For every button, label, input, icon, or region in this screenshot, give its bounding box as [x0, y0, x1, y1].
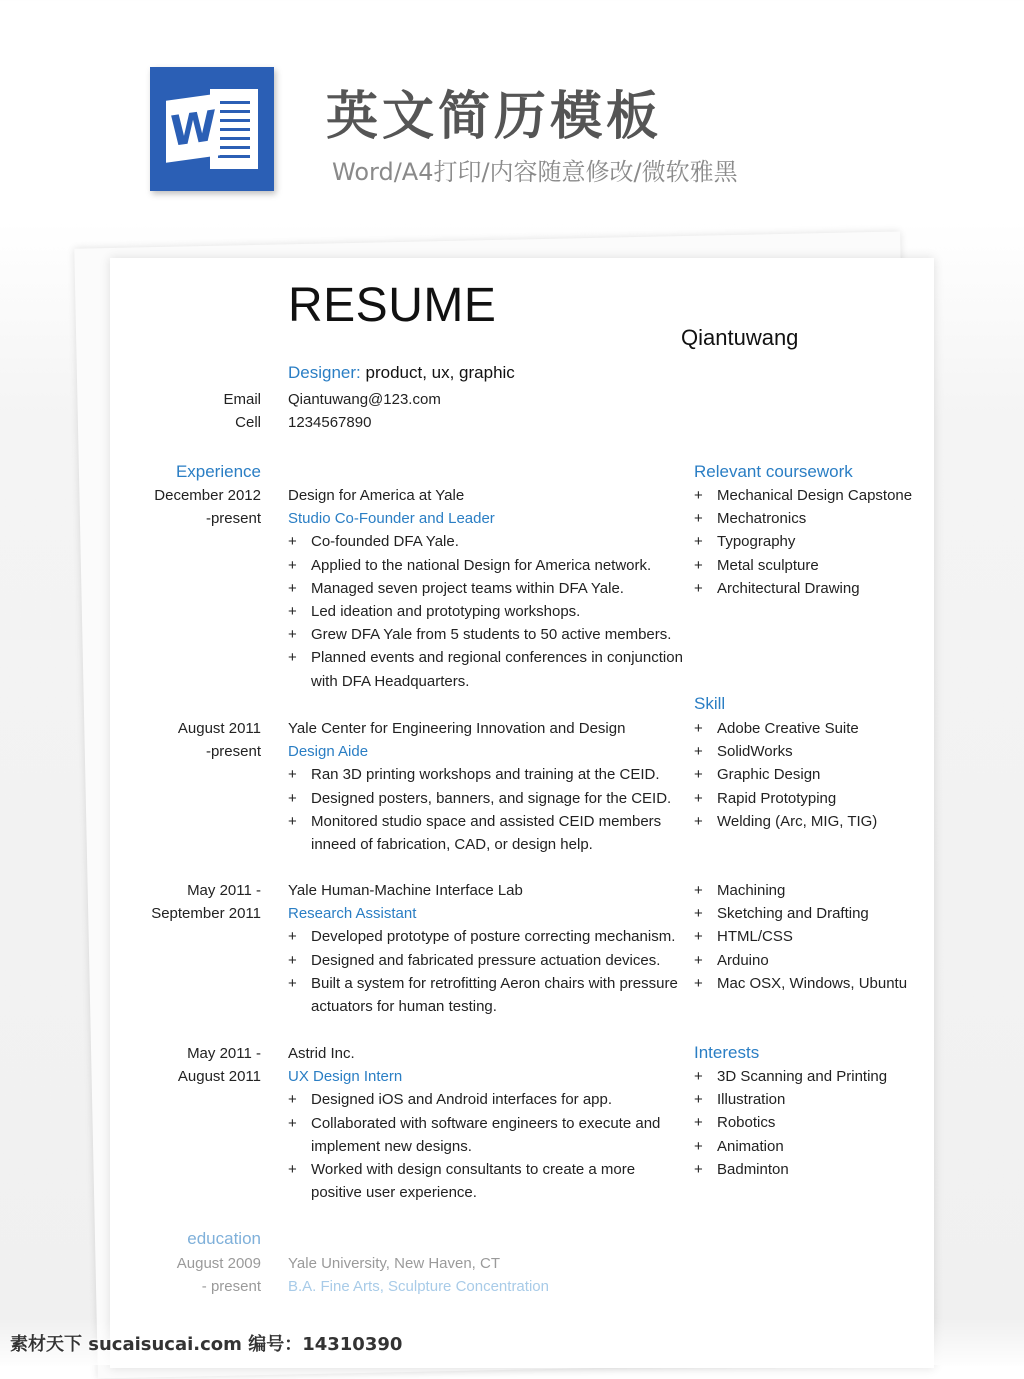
plus-icon: + — [694, 812, 703, 830]
plus-icon: + — [694, 533, 703, 551]
plus-icon: + — [694, 1068, 703, 1085]
plus-icon: + — [694, 1137, 703, 1155]
list-item: + Graphic Design — [694, 763, 934, 786]
plus-icon: + — [288, 766, 297, 784]
plus-icon: + — [694, 556, 703, 574]
entry-date: May 2011 - — [187, 1045, 261, 1062]
list-item: + Worked with design consultants to create a more positive user experience. — [288, 1158, 683, 1204]
plus-icon: + — [288, 603, 297, 620]
cell-label: Cell — [235, 414, 261, 431]
plus-icon: + — [694, 720, 703, 737]
interests-list — [694, 1065, 934, 1181]
list-item: + Sketching and Drafting — [694, 902, 934, 925]
entry-date: December 2012 — [154, 487, 261, 504]
plus-icon: + — [694, 1114, 703, 1132]
role-value: product, ux, graphic — [365, 363, 515, 382]
plus-icon: + — [288, 974, 297, 992]
entry-bullets — [288, 1088, 683, 1204]
plus-icon: + — [288, 556, 297, 574]
experience-heading: Experience — [175, 462, 261, 481]
list-item: + Machining — [694, 879, 934, 902]
list-item: + Designed posters, banners, and signage for the CEID. — [288, 787, 683, 810]
plus-icon: + — [288, 928, 297, 946]
list-item: + Metal sculpture — [694, 554, 934, 577]
education-date: August 2009 — [176, 1255, 261, 1272]
entry-position: Design Aide — [288, 743, 369, 761]
list-item: + Mac OSX, Windows, Ubuntu — [694, 972, 934, 995]
entry-bullets — [288, 925, 683, 1018]
entry-position: UX Design Intern — [288, 1068, 403, 1086]
plus-icon: + — [694, 743, 703, 761]
entry-bullets — [288, 763, 683, 856]
email-label: Email — [223, 391, 261, 408]
education-heading: education — [187, 1229, 261, 1248]
entry-date: August 2011 — [177, 720, 261, 737]
entry-date: May 2011 - — [187, 882, 261, 899]
list-item: + Mechanical Design Capstone — [694, 484, 934, 507]
role-label: Designer: — [288, 363, 361, 382]
page-title: 英文简历模板 — [326, 87, 663, 147]
entry-organization: Astrid Inc. — [288, 1045, 355, 1062]
education-date: - present — [201, 1278, 261, 1296]
coursework-heading: Relevant coursework — [694, 462, 853, 481]
plus-icon: + — [288, 951, 297, 969]
list-item: + Rapid Prototyping — [694, 787, 934, 810]
list-item: + Designed and fabricated pressure actuation devices. — [288, 949, 683, 972]
plus-icon: + — [694, 1160, 703, 1178]
resume-title: RESUME — [288, 279, 497, 332]
plus-icon: + — [288, 533, 297, 551]
list-item: + Architectural Drawing — [694, 577, 934, 600]
list-item: + 3D Scanning and Printing — [694, 1065, 934, 1088]
plus-icon: + — [694, 766, 703, 784]
list-item: + Typography — [694, 530, 934, 553]
watermark-text: 素材天下 sucaisucai.com 编号：14310390 — [10, 1334, 403, 1355]
entry-organization: Design for America at Yale — [288, 487, 465, 504]
skill-heading: Skill — [694, 694, 726, 713]
entry-bullets — [288, 530, 683, 692]
word-letter: W — [166, 93, 220, 163]
education-school: Yale University, New Haven, CT — [288, 1255, 501, 1272]
list-item: + Managed seven project teams within DFA Yale. — [288, 577, 683, 600]
entry-position: Research Assistant — [288, 905, 417, 923]
plus-icon: + — [694, 579, 703, 597]
plus-icon: + — [694, 928, 703, 946]
list-item: + Welding (Arc, MIG, TIG) — [694, 810, 934, 833]
list-item: + Planned events and regional conferences in conjunction with DFA Headquarters. — [288, 646, 683, 692]
list-item: + Collaborated with software engineers to execute and implement new designs. — [288, 1112, 683, 1158]
plus-icon: + — [694, 1091, 703, 1109]
entry-organization: Yale Human-Machine Interface Lab — [288, 882, 523, 899]
plus-icon: + — [288, 626, 297, 644]
plus-icon: + — [288, 1114, 297, 1132]
entry-date: -present — [205, 743, 261, 761]
list-item: + Co-founded DFA Yale. — [288, 530, 683, 553]
entry-position: Studio Co-Founder and Leader — [288, 510, 495, 528]
interests-heading: Interests — [694, 1043, 760, 1062]
education-degree: B.A. Fine Arts, Sculpture Concentration — [288, 1278, 549, 1296]
list-item: + Monitored studio space and assisted CEID members inneed of fabrication, CAD, or design help. — [288, 810, 683, 856]
plus-icon: + — [694, 510, 703, 528]
list-item: + Ran 3D printing workshops and training at the CEID. — [288, 763, 683, 786]
email-value: Qiantuwang@123.com — [288, 391, 441, 408]
plus-icon: + — [288, 649, 297, 667]
list-item: + Animation — [694, 1135, 934, 1158]
entry-date: August 2011 — [177, 1068, 261, 1086]
list-item: + Built a system for retrofitting Aeron chairs with pressure actuators for human testing. — [288, 972, 683, 1018]
plus-icon: + — [288, 1091, 297, 1109]
plus-icon: + — [694, 882, 703, 899]
list-item: + Adobe Creative Suite — [694, 717, 934, 740]
word-icon — [150, 67, 274, 191]
list-item: + Arduino — [694, 949, 934, 972]
plus-icon: + — [694, 487, 703, 504]
entry-date: September 2011 — [151, 905, 261, 923]
list-item: + Designed iOS and Android interfaces for app. — [288, 1088, 683, 1111]
page-subtitle: Word/A4打印/内容随意修改/微软雅黑 — [332, 158, 738, 186]
list-item: + Mechatronics — [694, 507, 934, 530]
plus-icon: + — [694, 951, 703, 969]
skill-list — [694, 717, 934, 833]
plus-icon: + — [694, 974, 703, 992]
watermark — [0, 1318, 1024, 1365]
plus-icon: + — [288, 812, 297, 830]
role-line — [288, 363, 515, 383]
list-item: + Robotics — [694, 1111, 934, 1134]
plus-icon: + — [288, 1161, 297, 1178]
list-item: + HTML/CSS — [694, 925, 934, 948]
list-item: + Grew DFA Yale from 5 students to 50 active members. — [288, 623, 683, 646]
list-item: + Applied to the national Design for America network. — [288, 554, 683, 577]
list-item: + Illustration — [694, 1088, 934, 1111]
cell-value: 1234567890 — [288, 414, 372, 431]
plus-icon: + — [694, 789, 703, 807]
plus-icon: + — [288, 579, 297, 597]
skill-list-continued — [694, 879, 934, 995]
list-item: + SolidWorks — [694, 740, 934, 763]
coursework-list — [694, 484, 934, 600]
plus-icon: + — [288, 789, 297, 807]
entry-date: -present — [205, 510, 261, 528]
candidate-name: Qiantuwang — [681, 325, 799, 350]
entry-organization: Yale Center for Engineering Innovation and Design — [288, 720, 626, 737]
list-item: + Led ideation and prototyping workshops. — [288, 600, 683, 623]
list-item: + Developed prototype of posture correcting mechanism. — [288, 925, 683, 948]
plus-icon: + — [694, 905, 703, 923]
list-item: + Badminton — [694, 1158, 934, 1181]
